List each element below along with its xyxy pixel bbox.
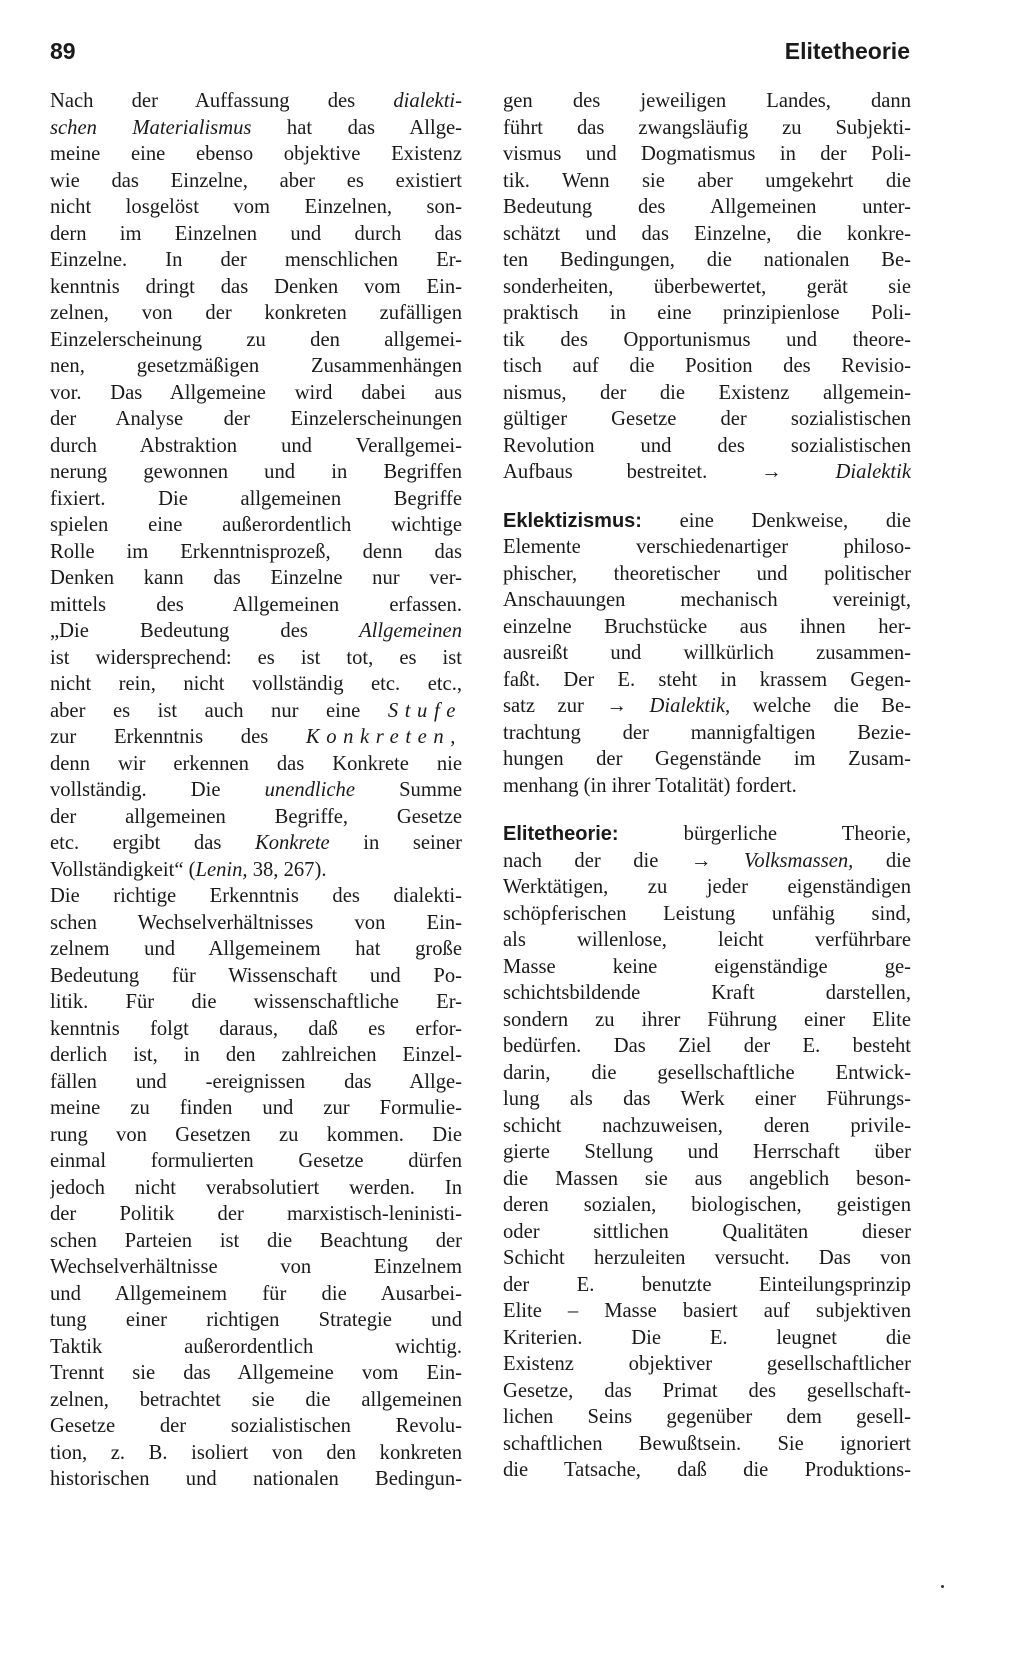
left-line <box>50 804 462 831</box>
right-line <box>503 848 911 875</box>
right-column <box>503 88 911 1484</box>
right-line <box>503 587 911 614</box>
text-run: Wechselverhältnisse von Einzelnem <box>50 1256 462 1278</box>
text-run: die Massen sie aus angeblich beson- <box>503 1167 911 1190</box>
right-line <box>503 1404 911 1431</box>
right-line <box>503 168 911 195</box>
left-line <box>50 168 462 195</box>
text-run: sonderheiten, überbewertet, gerät sie <box>503 275 911 298</box>
left-line <box>50 300 462 327</box>
right-line <box>503 1325 911 1352</box>
left-line <box>50 751 462 778</box>
right-line <box>503 821 911 848</box>
right-line <box>503 773 911 800</box>
left-line <box>50 512 462 539</box>
left-line <box>50 1201 462 1228</box>
spaced-emphasis: Konkreten, <box>305 726 462 748</box>
print-speck <box>941 1585 944 1588</box>
text-run: nach der die <box>503 849 691 872</box>
page-number: 89 <box>50 38 76 64</box>
text-run: gierte Stellung und Herrschaft über <box>503 1141 911 1163</box>
text-run: nen, gesetzmäßigen Zusammenhängen <box>50 355 462 377</box>
entry-separator <box>503 799 911 821</box>
text-run: vollständig. Die <box>50 779 265 801</box>
entry-separator <box>503 486 911 508</box>
right-line <box>503 1192 911 1219</box>
left-line <box>50 327 462 354</box>
text-run: Elite – Masse basiert auf subjektiven <box>503 1300 911 1322</box>
text-run: Werktätigen, zu jeder eigenständigen <box>503 876 911 898</box>
text-run: 38, 267). <box>247 858 327 881</box>
text-run: zur Erkenntnis des <box>50 726 306 748</box>
left-line <box>50 1307 462 1334</box>
left-line <box>50 1334 462 1361</box>
right-line <box>503 1431 911 1458</box>
right-line <box>503 614 911 641</box>
right-line <box>503 1378 911 1405</box>
left-line <box>50 221 462 248</box>
text-run: mittels des Allgemeinen erfassen. <box>50 593 462 616</box>
right-line <box>503 1245 911 1272</box>
left-line <box>50 1228 462 1255</box>
left-line <box>50 1016 462 1043</box>
text-run: vismus und Dogmatismus in der Poli- <box>503 143 911 165</box>
text-run: menhang (in ihrer Totalität) fordert. <box>503 774 797 797</box>
text-run: Nach der Auffassung des <box>50 90 394 112</box>
text-run: der Politik der marxistisch-leninisti- <box>50 1203 462 1225</box>
right-line <box>503 194 911 221</box>
right-line <box>503 1298 911 1325</box>
text-run: eine Denkweise, die <box>641 509 911 532</box>
italic-text: → Volksmassen, <box>690 849 854 872</box>
text-run: nismus, der die Existenz allgemein- <box>503 381 911 404</box>
left-line <box>50 1122 462 1149</box>
right-line <box>503 901 911 928</box>
left-line <box>50 565 462 592</box>
text-run: Rolle im Erkenntnisprozeß, denn das <box>50 540 462 563</box>
left-line <box>50 1069 462 1096</box>
left-line <box>50 1413 462 1440</box>
text-run: Bedeutung des Allgemeinen unter- <box>503 196 911 218</box>
left-line <box>50 883 462 910</box>
right-line <box>503 1060 911 1087</box>
left-line <box>50 380 462 407</box>
text-run: Masse keine eigenständige ge- <box>503 955 911 978</box>
text-run: Die richtige Erkenntnis des dialekti- <box>50 885 462 907</box>
text-run: fixiert. Die allgemeinen Begriffe <box>50 487 462 510</box>
text-run: Taktik außerordentlich wichtig. <box>50 1335 462 1358</box>
text-run: zelnen, von der konkreten zufälligen <box>50 302 462 324</box>
right-line <box>503 874 911 901</box>
text-run: Gesetze, das Primat des gesellschaft- <box>503 1379 911 1402</box>
text-run: tik des Opportunismus und theore- <box>503 328 911 351</box>
text-run: rung von Gesetzen zu kommen. Die <box>50 1123 462 1146</box>
right-line <box>503 380 911 407</box>
text-run: als willenlose, leicht verführbare <box>503 929 911 951</box>
right-line <box>503 561 911 588</box>
text-run: Trennt sie das Allgemeine vom Ein- <box>50 1362 462 1384</box>
left-line <box>50 1387 462 1414</box>
text-run: litik. Für die wissenschaftliche Er- <box>50 991 462 1013</box>
left-line <box>50 777 462 804</box>
right-line <box>503 693 911 720</box>
text-run: fällen und -ereignissen das Allge- <box>50 1070 462 1093</box>
right-line <box>503 720 911 747</box>
text-run: Anschauungen mechanisch vereinigt, <box>503 589 911 611</box>
page-header <box>50 38 910 78</box>
right-line <box>503 1166 911 1193</box>
right-line <box>503 1007 911 1034</box>
spaced-emphasis: Stufe <box>387 699 462 722</box>
italic-text: Lenin, <box>195 858 248 881</box>
text-run: tion, z. B. isoliert von den konkreten <box>50 1441 462 1464</box>
right-line <box>503 1272 911 1299</box>
italic-text: dialekti- <box>393 90 462 112</box>
left-line <box>50 830 462 857</box>
text-run: Vollständigkeit“ ( <box>50 858 196 881</box>
text-run: schöpferischen Leistung unfähig sind, <box>503 902 911 925</box>
italic-text: Allgemeinen <box>359 620 462 642</box>
left-line <box>50 539 462 566</box>
text-run: hungen der Gegenstände im Zusam- <box>503 748 911 770</box>
left-line <box>50 88 462 115</box>
text-run: Denken kann das Einzelne nur ver- <box>50 567 462 589</box>
left-line <box>50 1466 462 1493</box>
left-line <box>50 274 462 301</box>
left-line <box>50 194 462 221</box>
text-run: Einzelne. In der menschlichen Er- <box>50 249 462 271</box>
right-line <box>503 406 911 433</box>
right-line <box>503 327 911 354</box>
right-line <box>503 433 911 460</box>
left-line <box>50 459 462 486</box>
text-run: denn wir erkennen das Konkrete nie <box>50 752 462 775</box>
text-run: sondern zu ihrer Führung einer Elite <box>503 1008 911 1031</box>
text-run: aber es ist auch nur eine <box>50 699 388 722</box>
entry-term: Elitetheorie: <box>503 823 619 845</box>
left-line <box>50 1281 462 1308</box>
right-line <box>503 221 911 248</box>
text-run: schicht nachzuweisen, deren privile- <box>503 1114 911 1137</box>
text-run: oder sittlichen Qualitäten dieser <box>503 1220 911 1243</box>
right-line <box>503 667 911 694</box>
text-run: zelnem und Allgemeinem hat große <box>50 938 462 960</box>
left-line <box>50 1360 462 1387</box>
left-line <box>50 247 462 274</box>
text-run: jedoch nicht verabsolutiert werden. In <box>50 1176 462 1199</box>
text-run: der E. benutzte Einteilungsprinzip <box>503 1273 911 1296</box>
text-run: gen des jeweiligen Landes, dann <box>503 90 911 112</box>
right-line <box>503 1457 911 1484</box>
right-line <box>503 954 911 981</box>
text-run: Summe <box>354 779 462 801</box>
text-run: trachtung der mannigfaltigen Bezie- <box>503 721 911 744</box>
left-line <box>50 618 462 645</box>
right-line <box>503 1351 911 1378</box>
right-line <box>503 508 911 535</box>
text-run: bedürfen. Das Ziel der E. besteht <box>503 1035 911 1057</box>
left-line <box>50 1254 462 1281</box>
text-run: Bedeutung für Wissenschaft und Po- <box>50 964 462 987</box>
text-run: schen Wechselverhältnisses von Ein- <box>50 911 462 934</box>
text-run: historischen und nationalen Bedingun- <box>50 1468 462 1490</box>
right-line <box>503 300 911 327</box>
right-line <box>503 980 911 1007</box>
text-run: welche die Be- <box>730 695 911 717</box>
text-run: wie das Einzelne, aber es existiert <box>50 169 462 192</box>
italic-text: → Dialektik <box>761 461 911 483</box>
text-run: ausreißt und willkürlich zusammen- <box>503 642 911 664</box>
left-line <box>50 857 462 884</box>
text-run: tung einer richtigen Strategie und <box>50 1309 462 1331</box>
right-line <box>503 247 911 274</box>
right-line <box>503 115 911 142</box>
text-run: tisch auf die Position des Revisio- <box>503 355 911 377</box>
text-run: schaftlichen Bewußtsein. Sie ignoriert <box>503 1432 911 1455</box>
right-line <box>503 459 911 486</box>
text-run: lichen Seins gegenüber dem gesell- <box>503 1406 911 1428</box>
left-line <box>50 936 462 963</box>
text-run: die Tatsache, daß die Produktions- <box>503 1459 911 1481</box>
text-run: Revolution und des sozialistischen <box>503 434 911 457</box>
right-line <box>503 534 911 561</box>
text-run: vor. Das Allgemeine wird dabei aus <box>50 381 462 404</box>
left-line <box>50 963 462 990</box>
text-run: faßt. Der E. steht in krassem Gegen- <box>503 668 911 691</box>
italic-text: unendliche <box>264 779 355 801</box>
text-run: Elemente verschiedenartiger philoso- <box>503 536 911 558</box>
text-run: die <box>853 849 911 872</box>
left-line <box>50 724 462 751</box>
left-line <box>50 486 462 513</box>
right-line <box>503 1113 911 1140</box>
left-line <box>50 406 462 433</box>
italic-text: schen Materialismus <box>50 116 252 139</box>
left-line <box>50 141 462 168</box>
right-line <box>503 640 911 667</box>
left-line <box>50 1440 462 1467</box>
left-line <box>50 645 462 672</box>
running-head: Elitetheorie <box>784 38 910 64</box>
text-run: etc. ergibt das <box>50 832 255 854</box>
text-run: führt das zwangsläufig zu Subjekti- <box>503 116 911 139</box>
right-line <box>503 1033 911 1060</box>
left-line <box>50 115 462 142</box>
text-run: und Allgemeinem für die Ausarbei- <box>50 1282 462 1305</box>
right-line <box>503 141 911 168</box>
left-line <box>50 1175 462 1202</box>
entry-term: Eklektizismus: <box>503 509 642 532</box>
right-line <box>503 1139 911 1166</box>
left-line <box>50 592 462 619</box>
text-run: Einzelerscheinung zu den allgemei- <box>50 328 462 351</box>
right-line <box>503 746 911 773</box>
text-run: „Die Bedeutung des <box>50 620 360 642</box>
text-run: kenntnis folgt daraus, daß es erfor- <box>50 1017 462 1040</box>
left-line <box>50 433 462 460</box>
text-run: kenntnis dringt das Denken vom Ein- <box>50 275 462 298</box>
text-run: durch Abstraktion und Verallgemei- <box>50 434 462 457</box>
left-line <box>50 671 462 698</box>
text-run: Gesetze der sozialistischen Revolu- <box>50 1415 462 1437</box>
text-run: der Analyse der Einzelerscheinungen <box>50 408 462 430</box>
left-line <box>50 1042 462 1069</box>
left-line <box>50 698 462 725</box>
text-run: meine eine ebenso objektive Existenz <box>50 143 462 165</box>
text-run: Existenz objektiver gesellschaftlicher <box>503 1353 911 1375</box>
text-run: tik. Wenn sie aber umgekehrt die <box>503 169 911 192</box>
right-line <box>503 1086 911 1113</box>
left-line <box>50 1148 462 1175</box>
text-run: phischer, theoretischer und politischer <box>503 562 911 585</box>
right-line <box>503 927 911 954</box>
right-line <box>503 274 911 301</box>
left-line <box>50 1095 462 1122</box>
left-line <box>50 353 462 380</box>
text-run: schen Parteien ist die Beachtung der <box>50 1229 462 1252</box>
text-run: bürgerliche Theorie, <box>618 823 911 845</box>
text-run: spielen eine außerordentlich wichtige <box>50 514 462 536</box>
text-run: gültiger Gesetze der sozialistischen <box>503 408 911 430</box>
text-run: lung als das Werk einer Führungs- <box>503 1088 911 1110</box>
text-run: Kriterien. Die E. leugnet die <box>503 1326 911 1349</box>
right-line <box>503 88 911 115</box>
text-run: ten Bedingungen, die nationalen Be- <box>503 249 911 271</box>
text-run: darin, die gesellschaftliche Entwick- <box>503 1061 911 1084</box>
italic-text: → Dialektik, <box>606 695 731 717</box>
text-run: zelnen, betrachtet sie die allgemeinen <box>50 1388 462 1411</box>
text-run: satz zur <box>503 695 607 717</box>
text-run: ist widersprechend: es ist tot, es ist <box>50 646 462 669</box>
text-run: deren sozialen, biologischen, geistigen <box>503 1194 911 1216</box>
text-run: dern im Einzelnen und durch das <box>50 222 462 245</box>
left-line <box>50 910 462 937</box>
italic-text: Konkrete <box>254 832 330 854</box>
left-column <box>50 88 462 1493</box>
text-run: Aufbaus bestreitet. <box>503 461 762 483</box>
text-run: nerung gewonnen und in Begriffen <box>50 461 462 483</box>
text-run: praktisch in eine prinzipienlose Poli- <box>503 302 911 324</box>
left-line <box>50 989 462 1016</box>
text-run: schichtsbildende Kraft darstellen, <box>503 982 911 1004</box>
text-run: Schicht herzuleiten versucht. Das von <box>503 1247 911 1269</box>
text-run: hat das Allge- <box>251 116 462 139</box>
text-run: in seiner <box>329 832 462 854</box>
text-run: meine zu finden und zur Formulie- <box>50 1097 462 1119</box>
text-run: der allgemeinen Begriffe, Gesetze <box>50 805 462 828</box>
text-run: schätzt und das Einzelne, die konkre- <box>503 222 911 245</box>
right-line <box>503 1219 911 1246</box>
text-run: nicht losgelöst vom Einzelnen, son- <box>50 196 462 218</box>
text-run: derlich ist, in den zahlreichen Einzel- <box>50 1044 462 1066</box>
text-run: einmal formulierten Gesetze dürfen <box>50 1150 462 1172</box>
text-run: einzelne Bruchstücke aus ihnen her- <box>503 615 911 638</box>
right-line <box>503 353 911 380</box>
text-run: nicht rein, nicht vollständig etc. etc., <box>50 673 462 695</box>
